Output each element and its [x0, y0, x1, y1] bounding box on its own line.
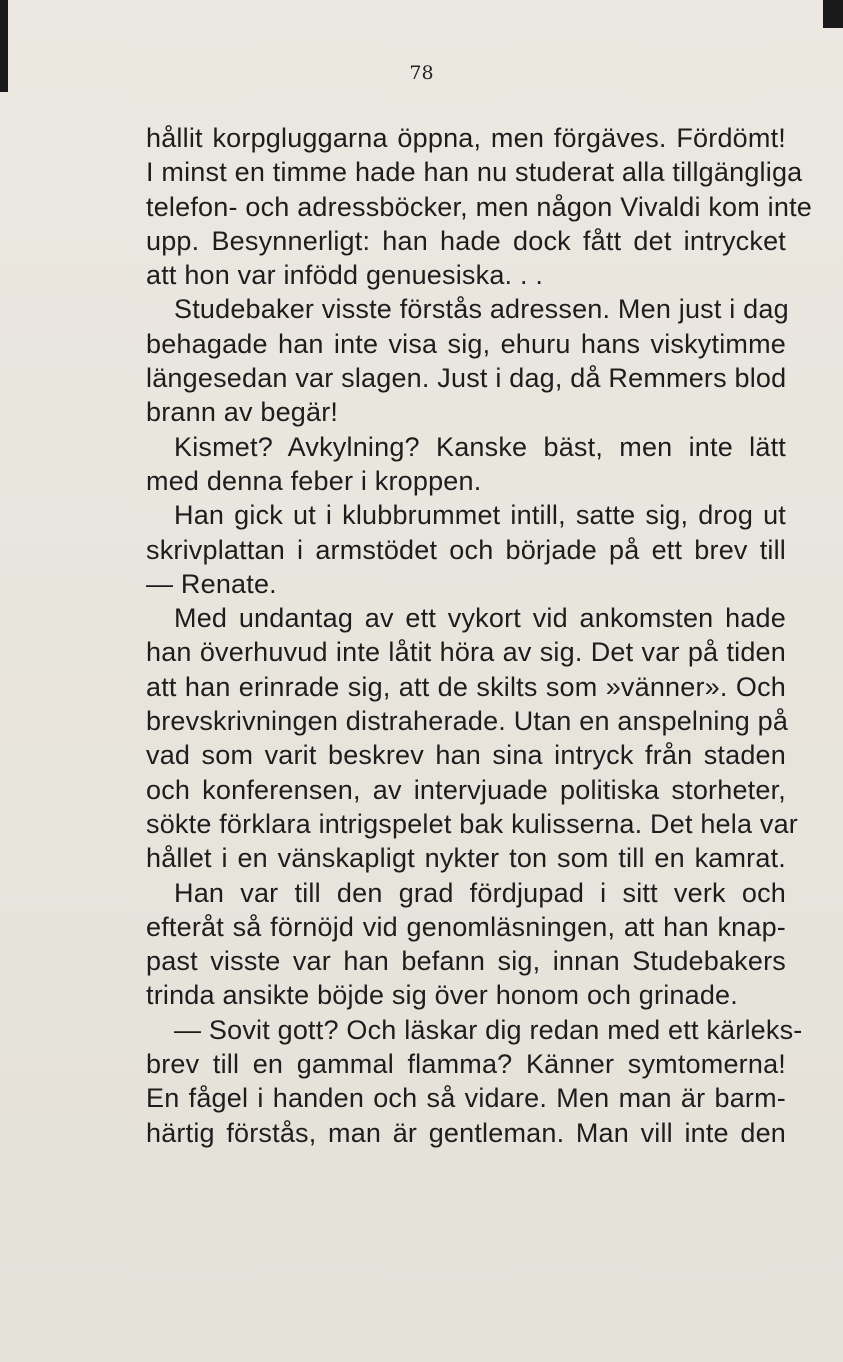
text-line: upp. Besynnerligt: han hade dock fått det intrycket [146, 225, 786, 256]
text-line: med denna feber i kroppen. [146, 465, 482, 496]
text-line: vad som varit beskrev han sina intryck från staden [146, 740, 786, 771]
page-number: 78 [409, 62, 434, 84]
text-line: brevskrivningen distraherade. Utan en anspelning på [146, 706, 789, 737]
text-line: telefon- och adressböcker, men någon Vivaldi kom inte [146, 191, 812, 222]
text-line: Han var till den grad fördjupad i sitt verk och [174, 877, 786, 908]
text-line: brev till en gammal flamma? Känner symtomerna! [146, 1049, 786, 1080]
text-line: trinda ansikte böjde sig över honom och grinade. [146, 980, 738, 1011]
text-line: I minst en timme hade han nu studerat alla tillgängliga [146, 157, 803, 188]
text-line: längesedan var slagen. Just i dag, då Remmers blod [146, 363, 787, 394]
text-line: han överhuvud inte låtit höra av sig. Det var på tiden [146, 637, 786, 668]
text-line: sökte förklara intrigspelet bak kulisserna. Det hela var [146, 808, 799, 839]
text-line: brann av begär! [146, 397, 339, 428]
text-line: hållet i en vänskapligt nykter ton som till en kamrat. [146, 843, 786, 874]
text-line: att hon var infödd genuesiska. . . [146, 260, 544, 291]
body-text [146, 121, 812, 1150]
text-line: efteråt så förnöjd vid genomläsningen, att han knap- [146, 911, 786, 942]
text-line: hållit korpgluggarna öppna, men förgäves. Fördömt! [146, 123, 786, 153]
text-line: behagade han inte visa sig, ehuru hans viskytimme [146, 328, 786, 359]
text-line: Kismet? Avkylning? Kanske bäst, men inte lätt [174, 431, 786, 462]
text-line: past visste var han befann sig, innan Studebakers [146, 946, 786, 977]
text-line: Med undantag av ett vykort vid ankomsten hade [174, 603, 786, 634]
scan-edge-right [823, 0, 843, 28]
text-line: — Sovit gott? Och läskar dig redan med ett kärleks- [174, 1014, 803, 1045]
text-line: En fågel i handen och så vidare. Men man är barm- [146, 1083, 786, 1114]
text-line: och konferensen, av intervjuade politiska storheter, [146, 774, 786, 805]
text-line: att han erinrade sig, att de skilts som »vänner». Och [146, 671, 786, 702]
text-line: härtig förstås, man är gentleman. Man vill inte den [146, 1117, 786, 1148]
text-line: Han gick ut i klubbrummet intill, satte sig, drog ut [174, 500, 786, 531]
text-line: Studebaker visste förstås adressen. Men just i dag [174, 294, 789, 325]
text-line: — Renate. [146, 568, 277, 599]
text-line: skrivplattan i armstödet och började på ett brev till [146, 534, 786, 565]
